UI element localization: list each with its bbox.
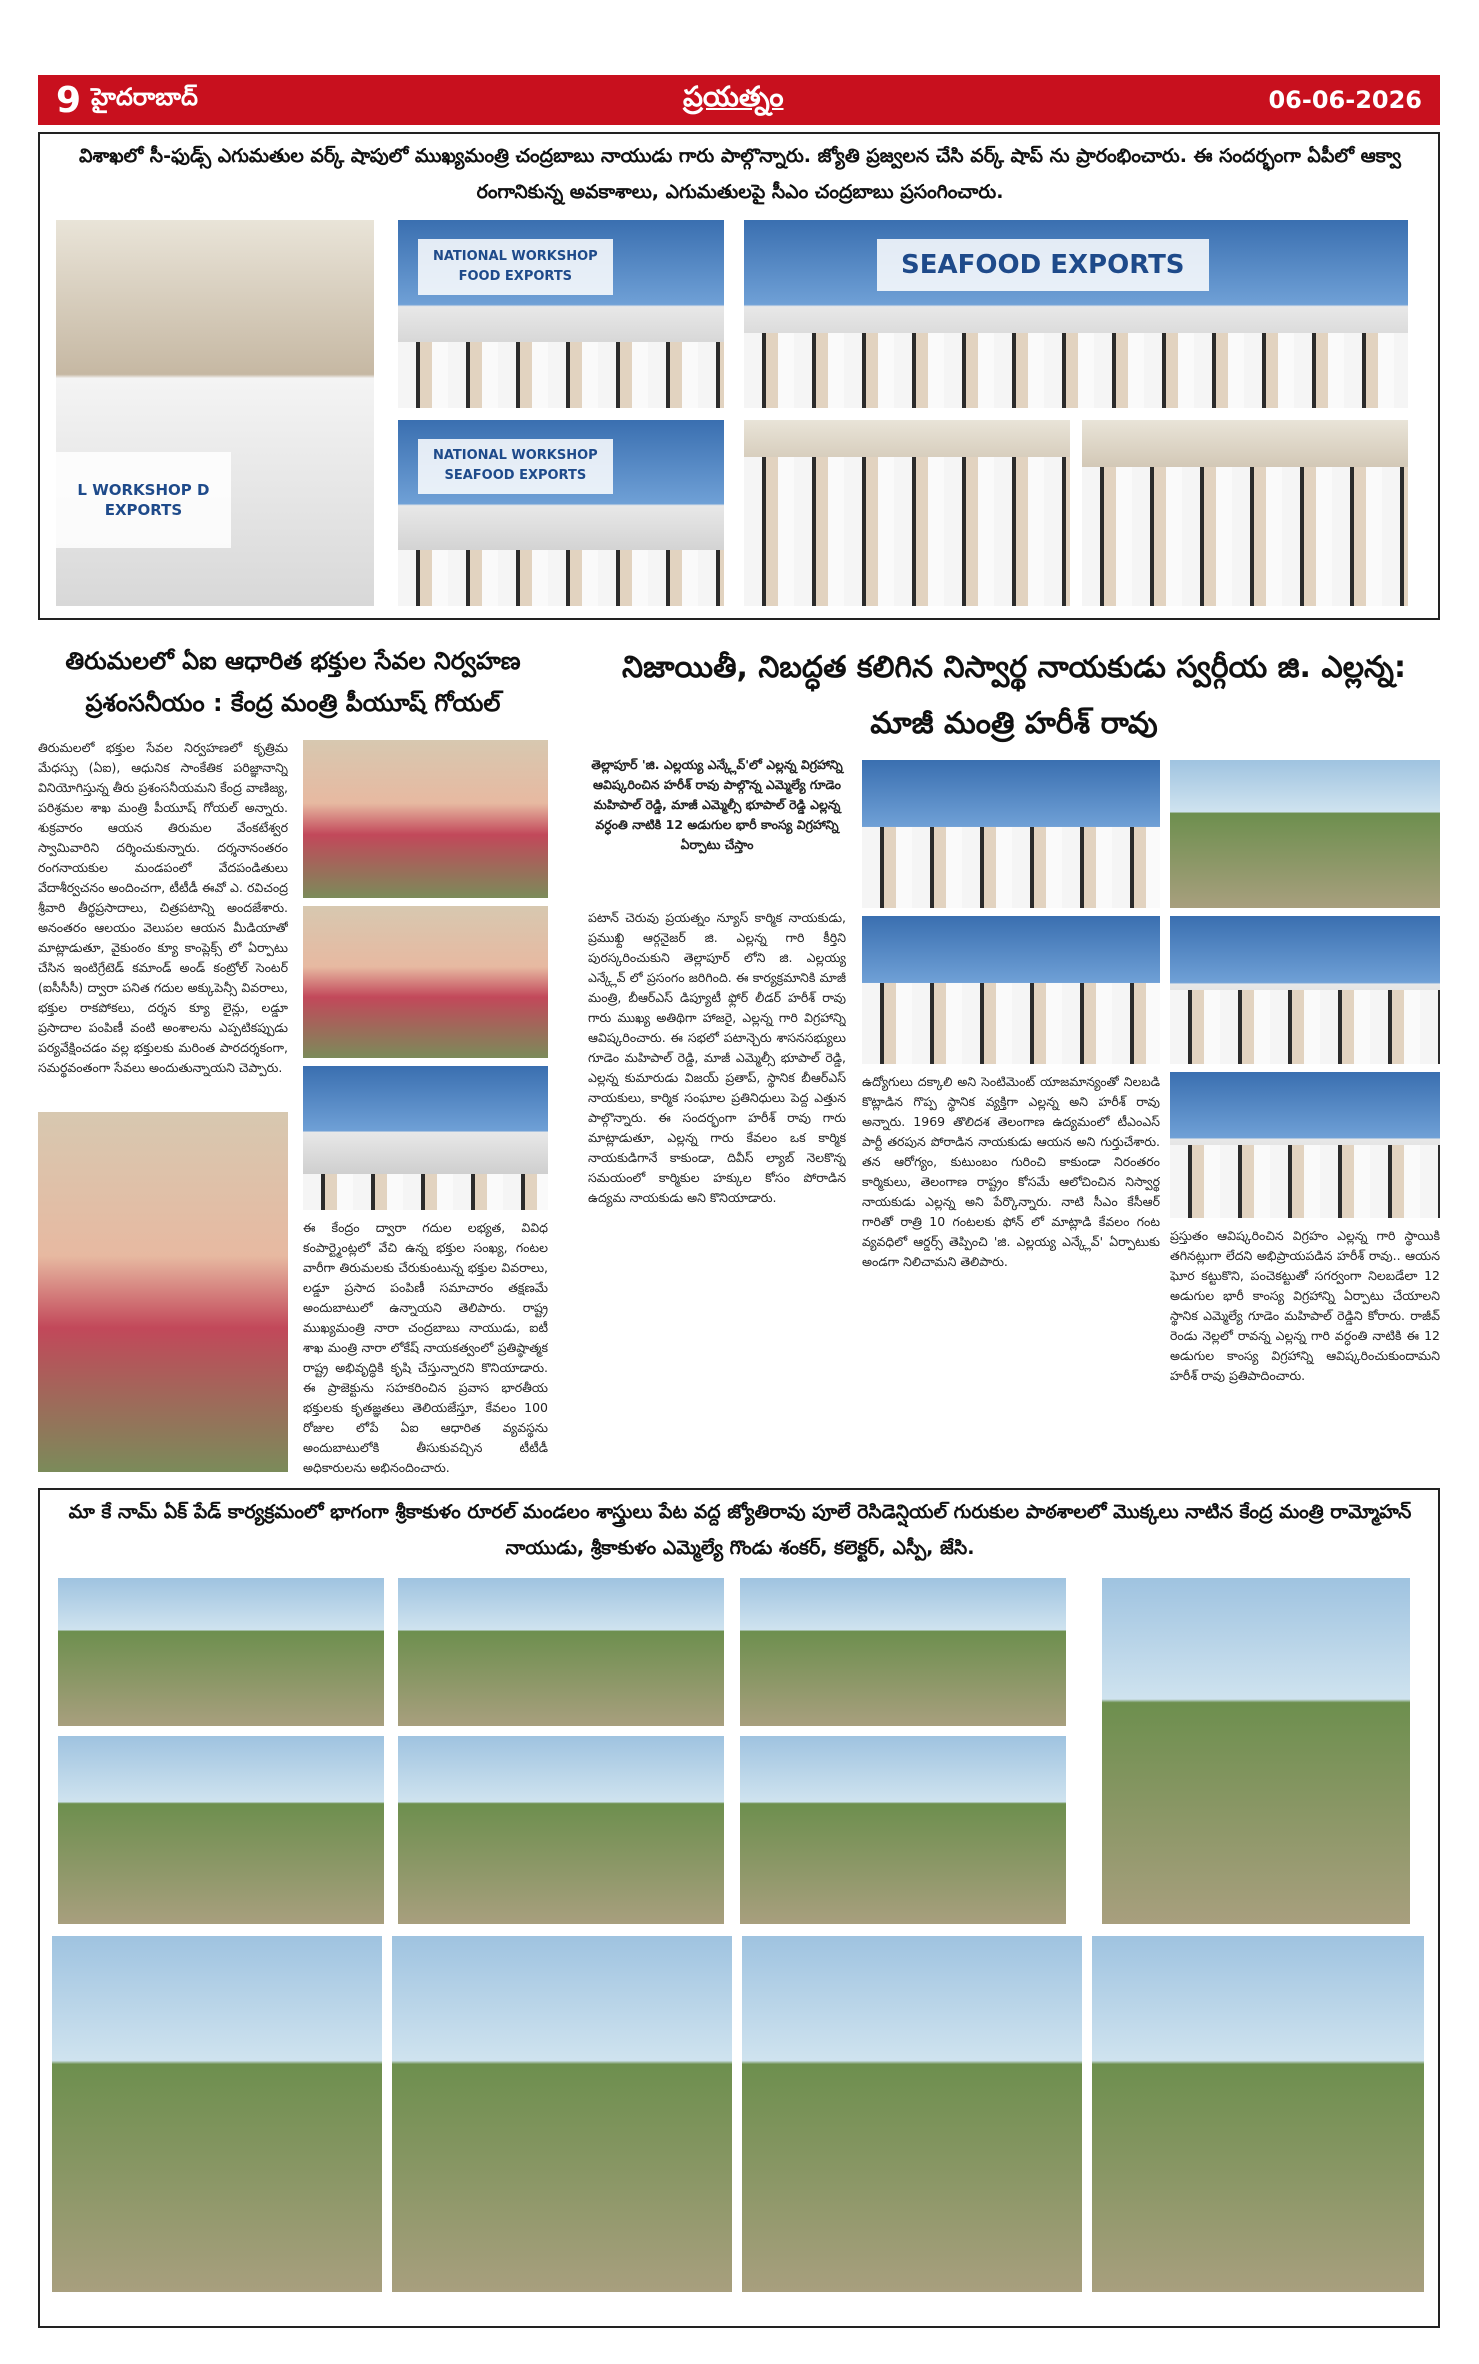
story-ellanna-summary: తెల్లాపూర్ 'జి. ఎల్లయ్య ఎన్క్లేవ్'లో ఎల్లన్న విగ్రహాన్ని ఆవిష్కరించిన హరీశ్ రావు పాల్గొన్న ఎమ్మెల్యే గూడెం మహిపాల్ రెడ్డి, మాజీ ఎమ్మెల్సీ భూపాల్ రెడ్డి ఎల్లన్న వర్ధంతి నాటికి 12 అడుగుల భారీ కాంస్య విగ్రహాన్ని ఏర్పాటు చేస్తాం bbox=[591, 757, 843, 852]
story-plantation-caption: మా కే నామ్ ఏక్ పేడ్ కార్యక్రమంలో భాగంగా శ్రీకాకుళం రూరల్ మండలం శాస్త్రులు పేట వద్ద జ్యోతిరావు పూలే రెసిడెన్షియల్ గురుకుల పాఠశాలలో మొక్కలు నాటిన కేంద్ర మంత్రి రామ్మోహన్ నాయుడు, శ్రీకాకుళం ఎమ్మెల్యే గొండు శంకర్, కలెక్టర్, ఎస్పీ, జేసి. bbox=[68, 1501, 1412, 1559]
photo-ellanna-2 bbox=[862, 916, 1160, 1064]
photo-cycling-5 bbox=[392, 1936, 732, 2292]
photo-audience-1 bbox=[744, 420, 1070, 606]
story-tirumala-body-1: తిరుమలలో భక్తుల సేవల నిర్వహణలో కృత్రిమ మేధస్సు (ఏఐ), ఆధునిక సాంకేతిక పరిజ్ఞానాన్ని వినియోగిస్తున్న తీరు ప్రశంసనీయమని కేంద్ర వాణిజ్య, పరిశ్రమల శాఖ మంత్రి పీయూష్ గోయల్ అన్నారు. శుక్రవారం ఆయన తిరుమల వేంకటేశ్వర స్వామివారిని దర్శించుకున్నారు. దర్శనానంతరం రంగనాయకుల మండపంలో వేదపండితులు వేదాశీర్వచనం అందించగా, టీటీడీ ఈవో ఎ. రవిచంద్ర శ్రీవారి తీర్థప్రసాదాలు, చిత్రపటాన్ని అందజేశారు. అనంతరం ఆలయం వెలుపల ఆయన మీడియాతో మాట్లాడుతూ, వైకుంఠం క్యూ కాంప్లెక్స్ లో ఏర్పాటు చేసిన ఇంటిగ్రేటెడ్ కమాండ్ అండ్ కంట్రోల్ సెంటర్ (ఐసీసీసీ) ద్వారా పనిత గదుల అక్కుపెన్సీ వివరాలు, భక్తుల రాకపోకలు, దర్శన క్యూ లైన్లు, లడ్డూ ప్రసాదాల పంపిణీ వంటి అంశాలను ఎప్పటికప్పుడు పర్యవేక్షించడం వల్ల భక్తులకు మరింత పారదర్శకంగా, సమర్థవంతంగా సేవలు అందుతున్నాయని చెప్పారు. bbox=[38, 740, 288, 1075]
story-seafood-caption: విశాఖలో సీ-ఫుడ్స్ ఎగుమతుల వర్క్ షాపులో ముఖ్యమంత్రి చంద్రబాబు నాయుడు గారు పాల్గొన్నారు. జ్యోతి ప్రజ్వలన చేసి వర్క్ షాప్ ను ప్రారంభించారు. ఈ సందర్భంగా ఏపీలో ఆక్వా రంగానికున్న అవకాశాలు, ఎగుమతులపై సీఎం చంద్రబాబు ప్రసంగించారు. bbox=[79, 145, 1401, 203]
page-number: 9 bbox=[56, 79, 82, 121]
photo-planting-3 bbox=[740, 1578, 1066, 1726]
photo-lamp-lighting bbox=[398, 220, 724, 408]
photo-ellanna-3 bbox=[1170, 916, 1440, 1064]
photo-audience-2 bbox=[1082, 420, 1408, 606]
photo-planting-2 bbox=[398, 1578, 724, 1726]
photo-tirumala-planting bbox=[38, 1112, 288, 1472]
photo-felicitation bbox=[742, 1936, 1082, 2292]
photo-tirumala-1 bbox=[303, 740, 548, 898]
photo-planting-1 bbox=[58, 1578, 384, 1726]
photo-banner: NATIONAL WORKSHOP FOOD EXPORTS bbox=[418, 239, 614, 295]
story-plantation-box bbox=[38, 1488, 1440, 2328]
photo-ellanna-4 bbox=[1170, 1072, 1440, 1218]
photo-cm-speaking bbox=[56, 220, 374, 606]
story-tirumala-headline: తిరుమలలో ఏఐ ఆధారిత భక్తుల సేవల నిర్వహణ ప్రశంసనీయం : కేంద్ర మంత్రి పీయూష్ గోయల్ bbox=[65, 647, 521, 717]
photo-ellanna-1 bbox=[862, 760, 1160, 908]
photo-cycling-3 bbox=[740, 1736, 1066, 1924]
story-ellanna-body-3: ప్రస్తుతం ఆవిష్కరించిన విగ్రహం ఎల్లన్న గారి స్థాయికి తగినట్లుగా లేదని అభిప్రాయపడిన హరీశ్ రావు.. ఆయన ఘోర కట్టుకొని, పంచెకట్టుతో సగర్వంగా నిలబడేలా 12 అడుగుల భారీ కాంస్య విగ్రహాన్ని ఏర్పాటు చేయాలని స్థానిక ఎమ్మెల్యే గూడెం మహిపాల్ రెడ్డిని కోరారు. రాజీవ్ రెండు నెల్లలో రావన్న ఎల్లన్న గారి వర్ధంతి నాటికి ఈ 12 అడుగుల కాంస్య విగ్రహాన్ని ఆవిష్కరించుకుందామని హరీశ్ రావు ప్రతిపాదించారు. bbox=[1170, 1228, 1440, 1383]
page-number-block bbox=[56, 80, 198, 121]
story-ellanna-body-1: పటాన్ చెరువు ప్రయత్నం న్యూస్ కార్మిక నాయకుడు, ప్రముఖ్ది ఆర్గనైజర్ జి. ఎల్లన్న గారి కీర్తిని పురస్కరించుకుని తెల్లాపూర్ లోని జి. ఎల్లయ్య ఎన్క్లేవ్ లో ప్రసంగం జరిగింది. ఈ కార్యక్రమానికి మాజీ మంత్రి, బీఆర్ఎస్ డిప్యూటీ ఫ్లోర్ లీడర్ హరీశ్ రావు గారు ముఖ్య అతిథిగా హాజరై, ఎల్లన్న గారి విగ్రహాన్ని ఆవిష్కరించారు. ఈ సభలో పటాన్చెరు శాసనసభ్యులు గూడెం మహిపాల్ రెడ్డి, మాజీ ఎమ్మెల్సీ భూపాల్ రెడ్డి, ఎల్లన్న కుమారుడు విజయ్ ప్రతాప్, స్థానిక బీఆర్ఎస్ నాయకులు, కార్మిక సంఘాల ప్రతినిధులు పెద్ద ఎత్తున పాల్గొన్నారు. ఈ సందర్భంగా హరీశ్ రావు గారు మాట్లాడుతూ, ఎల్లన్న గారు కేవలం ఒక కార్మిక నాయకుడిగానే కాకుండా, దివీస్ ల్యాబ్ నెలకొన్న సమయంలో కార్మికుల హక్కుల కోసం పోరాడిన ఉద్యమ నాయకుడు అని కొనియాడారు. bbox=[588, 910, 846, 1205]
photo-ellanna-statue bbox=[1170, 760, 1440, 908]
story-seafood-box bbox=[38, 132, 1440, 620]
story-ellanna-headline: నిజాయితీ, నిబద్ధత కలిగిన నిస్వార్థ నాయకుడు స్వర్గీయ జి. ఎల్లన్న: మాజీ మంత్రి హరీశ్ రావు bbox=[622, 650, 1406, 741]
photo-banner: SEAFOOD EXPORTS bbox=[877, 239, 1209, 292]
photo-banner: L WORKSHOP D EXPORTS bbox=[56, 452, 231, 549]
story-ellanna-body-2: ఉద్యోగులు దక్కాలి అని సెంటిమెంట్ యాజమాన్యంతో నిలబడి కొట్లాడిన గొప్ప స్థానిక వ్యక్తిగా ఎల్లన్న అని హరీశ్ రావు అన్నారు. 1969 తొలిదశ తెలంగాణ ఉద్యమంలో టీఎంఎస్ పార్టీ తరపున పోరాడిన నాయకుడు ఆయన అని గుర్తుచేశారు. తన ఆరోగ్యం, కుటుంబం గురించి కాకుండా నిరంతరం కార్మికులు, తెలంగాణ రాష్ట్రం కోసమే ఆలోచించిన నిస్వార్థ నాయకుడు ఎల్లన్న అని పేర్కొన్నారు. నాటి సీఎం కేసీఆర్ గారితో రాత్రి 10 గంటలకు ఫోన్ లో మాట్లాడి కేవలం గంట వ్యవధిలో ఆర్డర్స్ తెప్పించి 'జి. ఎల్లయ్య ఎన్క్లేవ్' ఏర్పాటుకు అండగా నిలిచామని తెలిపారు. bbox=[862, 1074, 1160, 1269]
page-header bbox=[38, 75, 1440, 125]
page-city: హైదరాబాద్ bbox=[91, 83, 198, 111]
photo-minister-portrait bbox=[1102, 1578, 1410, 1924]
photo-cycling-1 bbox=[58, 1736, 384, 1924]
photo-banner: NATIONAL WORKSHOP SEAFOOD EXPORTS bbox=[418, 439, 614, 495]
masthead: ప్రయత్నం bbox=[682, 80, 784, 113]
photo-command-center bbox=[303, 1066, 548, 1210]
photo-stage-wide bbox=[398, 420, 724, 606]
photo-cycling-4 bbox=[52, 1936, 382, 2292]
photo-cycling-2 bbox=[398, 1736, 724, 1924]
photo-tirumala-2 bbox=[303, 906, 548, 1058]
photo-dais-panel bbox=[744, 220, 1408, 408]
story-tirumala-body-2: ఈ కేంద్రం ద్వారా గదుల లభ్యత, వివిధ కంపార్ట్మెంట్లలో వేచి ఉన్న భక్తుల సంఖ్య, గంటల వారీగా తిరుమలకు చేరుకుంటున్న భక్తుల వివరాలు, లడ్డూ ప్రసాద పంపిణీ సమాచారం తక్షణమే అందుబాటులో ఉన్నాయని తెలిపారు. రాష్ట్ర ముఖ్యమంత్రి నారా చంద్రబాబు నాయుడు, ఐటీ శాఖ మంత్రి నారా లోకేష్ నాయకత్వంలో ప్రతిష్ఠాత్మక రాష్ట్ర అభివృద్ధికి కృషి చేస్తున్నారని కొనియాడారు. ఈ ప్రాజెక్టును సహకరించిన ప్రవాస భారతీయ భక్తులకు కృతజ్ఞతలు తెలియజేస్తూ, కేవలం 100 రోజుల లోపే ఏఐ ఆధారిత వ్యవస్థను అందుబాటులోకి తీసుకువచ్చిన టీటీడీ అధికారులను అభినందించారు. bbox=[303, 1220, 548, 1474]
photo-banner-event bbox=[1092, 1936, 1424, 2292]
issue-date: 06-06-2026 bbox=[1268, 86, 1422, 114]
